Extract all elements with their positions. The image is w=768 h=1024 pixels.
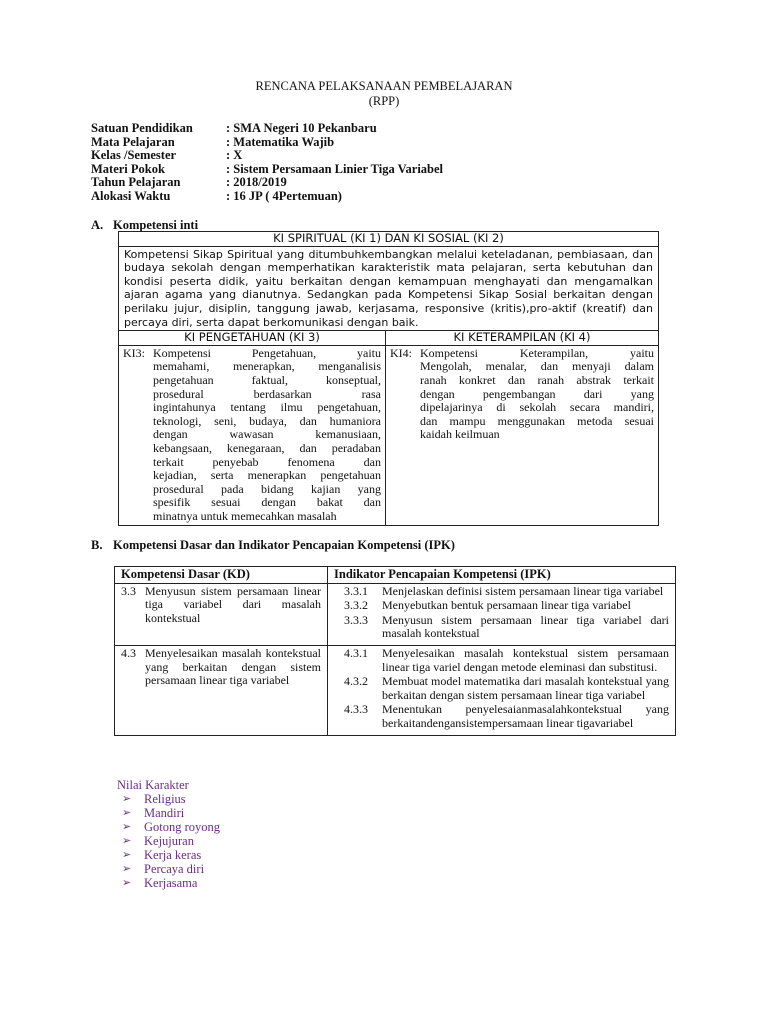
text-line: percaya diri, serta dapat berkomunikasi dengan baik. (124, 315, 419, 329)
ki3-header: KI PENGETAHUAN (KI 3) (119, 331, 386, 346)
list-item (117, 834, 220, 848)
identity-value: : Matematika Wajib (226, 134, 335, 149)
ipk-text: Menentukan penyelesaianmasalahkontekstual yang berkaitandengansistempersamaan linear tigavariabel (382, 702, 669, 730)
list-item-label: Gotong royong (144, 820, 221, 834)
arrow-bullet-icon: ➢ (122, 862, 132, 875)
list-item (117, 862, 220, 876)
section-number: A. (91, 218, 104, 232)
ki-spiritual-sosial-cell (119, 246, 659, 331)
ki4-label: KI4: (390, 345, 412, 360)
identity-label: Satuan Pendidikan (91, 121, 193, 135)
text-line: dengan pengembangan dari yang (420, 386, 654, 401)
list-item-label: Mandiri (144, 806, 185, 820)
document-title (0, 79, 768, 109)
text-line: pengetahuan faktual, konseptual, (153, 372, 381, 387)
ipk-text: Menyelesaikan masalah kontekstual sistem persamaan linear tiga variel dengan metode eleminasi dan substitusi. (382, 645, 669, 674)
nilai-karakter (117, 778, 220, 890)
arrow-bullet-icon: ➢ (122, 792, 132, 805)
text-line: kondisi peserta didik, yaitu berkaitan dengan kemampuan menghayati dan mengamalkan (124, 274, 653, 288)
section-number: B. (91, 538, 103, 552)
text-line: ingintahunya tentang ilmu pengetahuan, (153, 400, 381, 415)
kd-cell (115, 645, 328, 735)
ipk-text: Menyusun sistem persamaan linear tiga variabel dari masalah kontekstual (382, 612, 669, 641)
identity-row (91, 148, 443, 162)
identity-label: Materi Pokok (91, 161, 165, 176)
text-line: ajaran agama yang dianutnya. Sedangkan pada Kompetensi Sikap Sosial berkaitan dengan (124, 288, 653, 302)
kd-number: 3.3 (121, 583, 136, 598)
identity-row (91, 162, 443, 176)
ipk-text: Menyebutkan bentuk persamaan linear tiga variabel (382, 598, 631, 613)
kd-cell (115, 583, 328, 645)
text-line: kaidah keilmuan (420, 427, 500, 442)
arrow-bullet-icon: ➢ (122, 834, 132, 847)
identity-label: Tahun Pelajaran (91, 175, 181, 190)
kompetensi-inti-table (118, 231, 659, 526)
identity-row (91, 175, 443, 189)
identity-row (91, 135, 443, 149)
list-item (117, 848, 220, 862)
ipk-column-header: Indikator Pencapaian Kompetensi (IPK) (328, 567, 676, 584)
kd-column-header: Kompetensi Dasar (KD) (115, 567, 328, 584)
ipk-text: Membuat model matematika dari masalah kontekstual yang berkaitan dengan sistem persamaan linear tiga variabel (382, 674, 669, 702)
text-line: dan mampu menggunakan metoda sesuai (420, 413, 654, 428)
text-line: terkait penyebab fenomena dan (153, 454, 381, 469)
text-line: perilaku jujur, disiplin, tanggung jawab, kerjasama, responsive (kritis),pro-aktif (kreatif) dan (124, 301, 653, 315)
text-line: Kompetensi Keterampilan, yaitu (420, 345, 654, 360)
ki3-label: KI3: (123, 345, 145, 360)
kd-ipk-table (114, 566, 676, 736)
section-title: Kompetensi Dasar dan Indikator Pencapaian Kompetensi (IPK) (113, 538, 455, 552)
text-line: spesifik sesuai dengan bakat dan (153, 495, 381, 510)
identity-value: : Sistem Persamaan Linier Tiga Variabel (226, 161, 444, 176)
list-item (117, 792, 220, 806)
ipk-cell (328, 645, 676, 735)
list-item-label: Kejujuran (144, 834, 194, 848)
title-line-1: RENCANA PELAKSANAAN PEMBELAJARAN (255, 79, 513, 93)
list-item-label: Kerja keras (144, 848, 202, 862)
table-row (115, 583, 676, 645)
identity-value: : 2018/2019 (226, 175, 287, 190)
identity-label: Kelas /Semester (91, 148, 177, 163)
nilai-karakter-heading: Nilai Karakter (117, 778, 189, 792)
list-item-label: Kerjasama (144, 876, 198, 890)
identity-value: : SMA Negeri 10 Pekanbaru (226, 121, 377, 135)
text-line: Kompetensi Pengetahuan, yaitu (153, 345, 381, 360)
list-item (117, 876, 220, 890)
ki-spiritual-sosial-header: KI SPIRITUAL (KI 1) DAN KI SOSIAL (KI 2) (119, 232, 659, 247)
text-line: budaya sekolah dengan memperhatikan karakteristik mata pelajaran, serta kebutuhan dan (124, 261, 653, 275)
ipk-number: 3.3.3 (344, 612, 368, 627)
text-line: memahami, menerapkan, menganalisis (153, 359, 381, 374)
text-line: kejadian, serta menerapkan pengetahuan (153, 468, 381, 483)
section-b-heading (91, 538, 455, 552)
ipk-number: 3.3.1 (344, 583, 368, 598)
text-line: prosedural berdasarkan rasa (153, 386, 381, 401)
identity-value: : X (226, 148, 243, 163)
section-a-heading (91, 218, 198, 232)
ipk-number: 4.3.2 (344, 674, 368, 689)
arrow-bullet-icon: ➢ (122, 848, 132, 861)
identity-label: Mata Pelajaran (91, 134, 175, 149)
ki3-cell (119, 345, 386, 526)
ipk-cell (328, 583, 676, 645)
arrow-bullet-icon: ➢ (122, 876, 132, 889)
identity-row (91, 189, 443, 203)
identity-block (91, 121, 443, 203)
text-line: kebangsaan, kenegaraan, dan peradaban (153, 440, 381, 455)
text-line: Mengolah, menalar, dan menyaji dalam (420, 359, 654, 374)
ipk-number: 3.3.2 (344, 598, 368, 613)
identity-row (91, 121, 443, 135)
ki4-header: KI KETERAMPILAN (KI 4) (386, 331, 659, 346)
ipk-number: 4.3.3 (344, 702, 368, 717)
text-line: dipelajarinya di sekolah secara mandiri, (420, 400, 654, 415)
text-line: minatnya untuk memecahkan masalah (153, 508, 337, 523)
ki4-cell (386, 345, 659, 526)
text-line: prosedural pada bidang kajian yang (153, 481, 381, 496)
identity-value: : 16 JP ( 4Pertemuan) (226, 188, 342, 203)
list-item (117, 820, 220, 834)
arrow-bullet-icon: ➢ (122, 806, 132, 819)
text-line: dengan wawasan kemanusiaan, (153, 427, 381, 442)
section-title: Kompetensi inti (113, 218, 199, 232)
ipk-text: Menjelaskan definisi sistem persamaan linear tiga variabel (382, 583, 664, 598)
kd-text: Menyusun sistem persamaan linear tiga variabel dari masalah kontekstual (145, 583, 321, 625)
kd-text: Menyelesaikan masalah kontekstual yang berkaitan dengan sistem persamaan linear tiga variabel (145, 645, 321, 688)
text-line: teknologi, seni, budaya, dan humaniora (153, 413, 381, 428)
list-item (117, 806, 220, 820)
identity-label: Alokasi Waktu (91, 188, 171, 203)
ipk-number: 4.3.1 (344, 645, 368, 660)
list-item-label: Religius (144, 792, 186, 806)
kd-number: 4.3 (121, 645, 136, 660)
title-line-2: (RPP) (368, 94, 400, 108)
arrow-bullet-icon: ➢ (122, 820, 132, 833)
text-line: ranah konkret dan ranah abstrak terkait (420, 372, 654, 387)
text-line: Kompetensi Sikap Spiritual yang ditumbuhkembangkan melalui keteladanan, pembiasaan, dan (124, 247, 653, 261)
list-item-label: Percaya diri (144, 862, 205, 876)
table-row (115, 645, 676, 735)
